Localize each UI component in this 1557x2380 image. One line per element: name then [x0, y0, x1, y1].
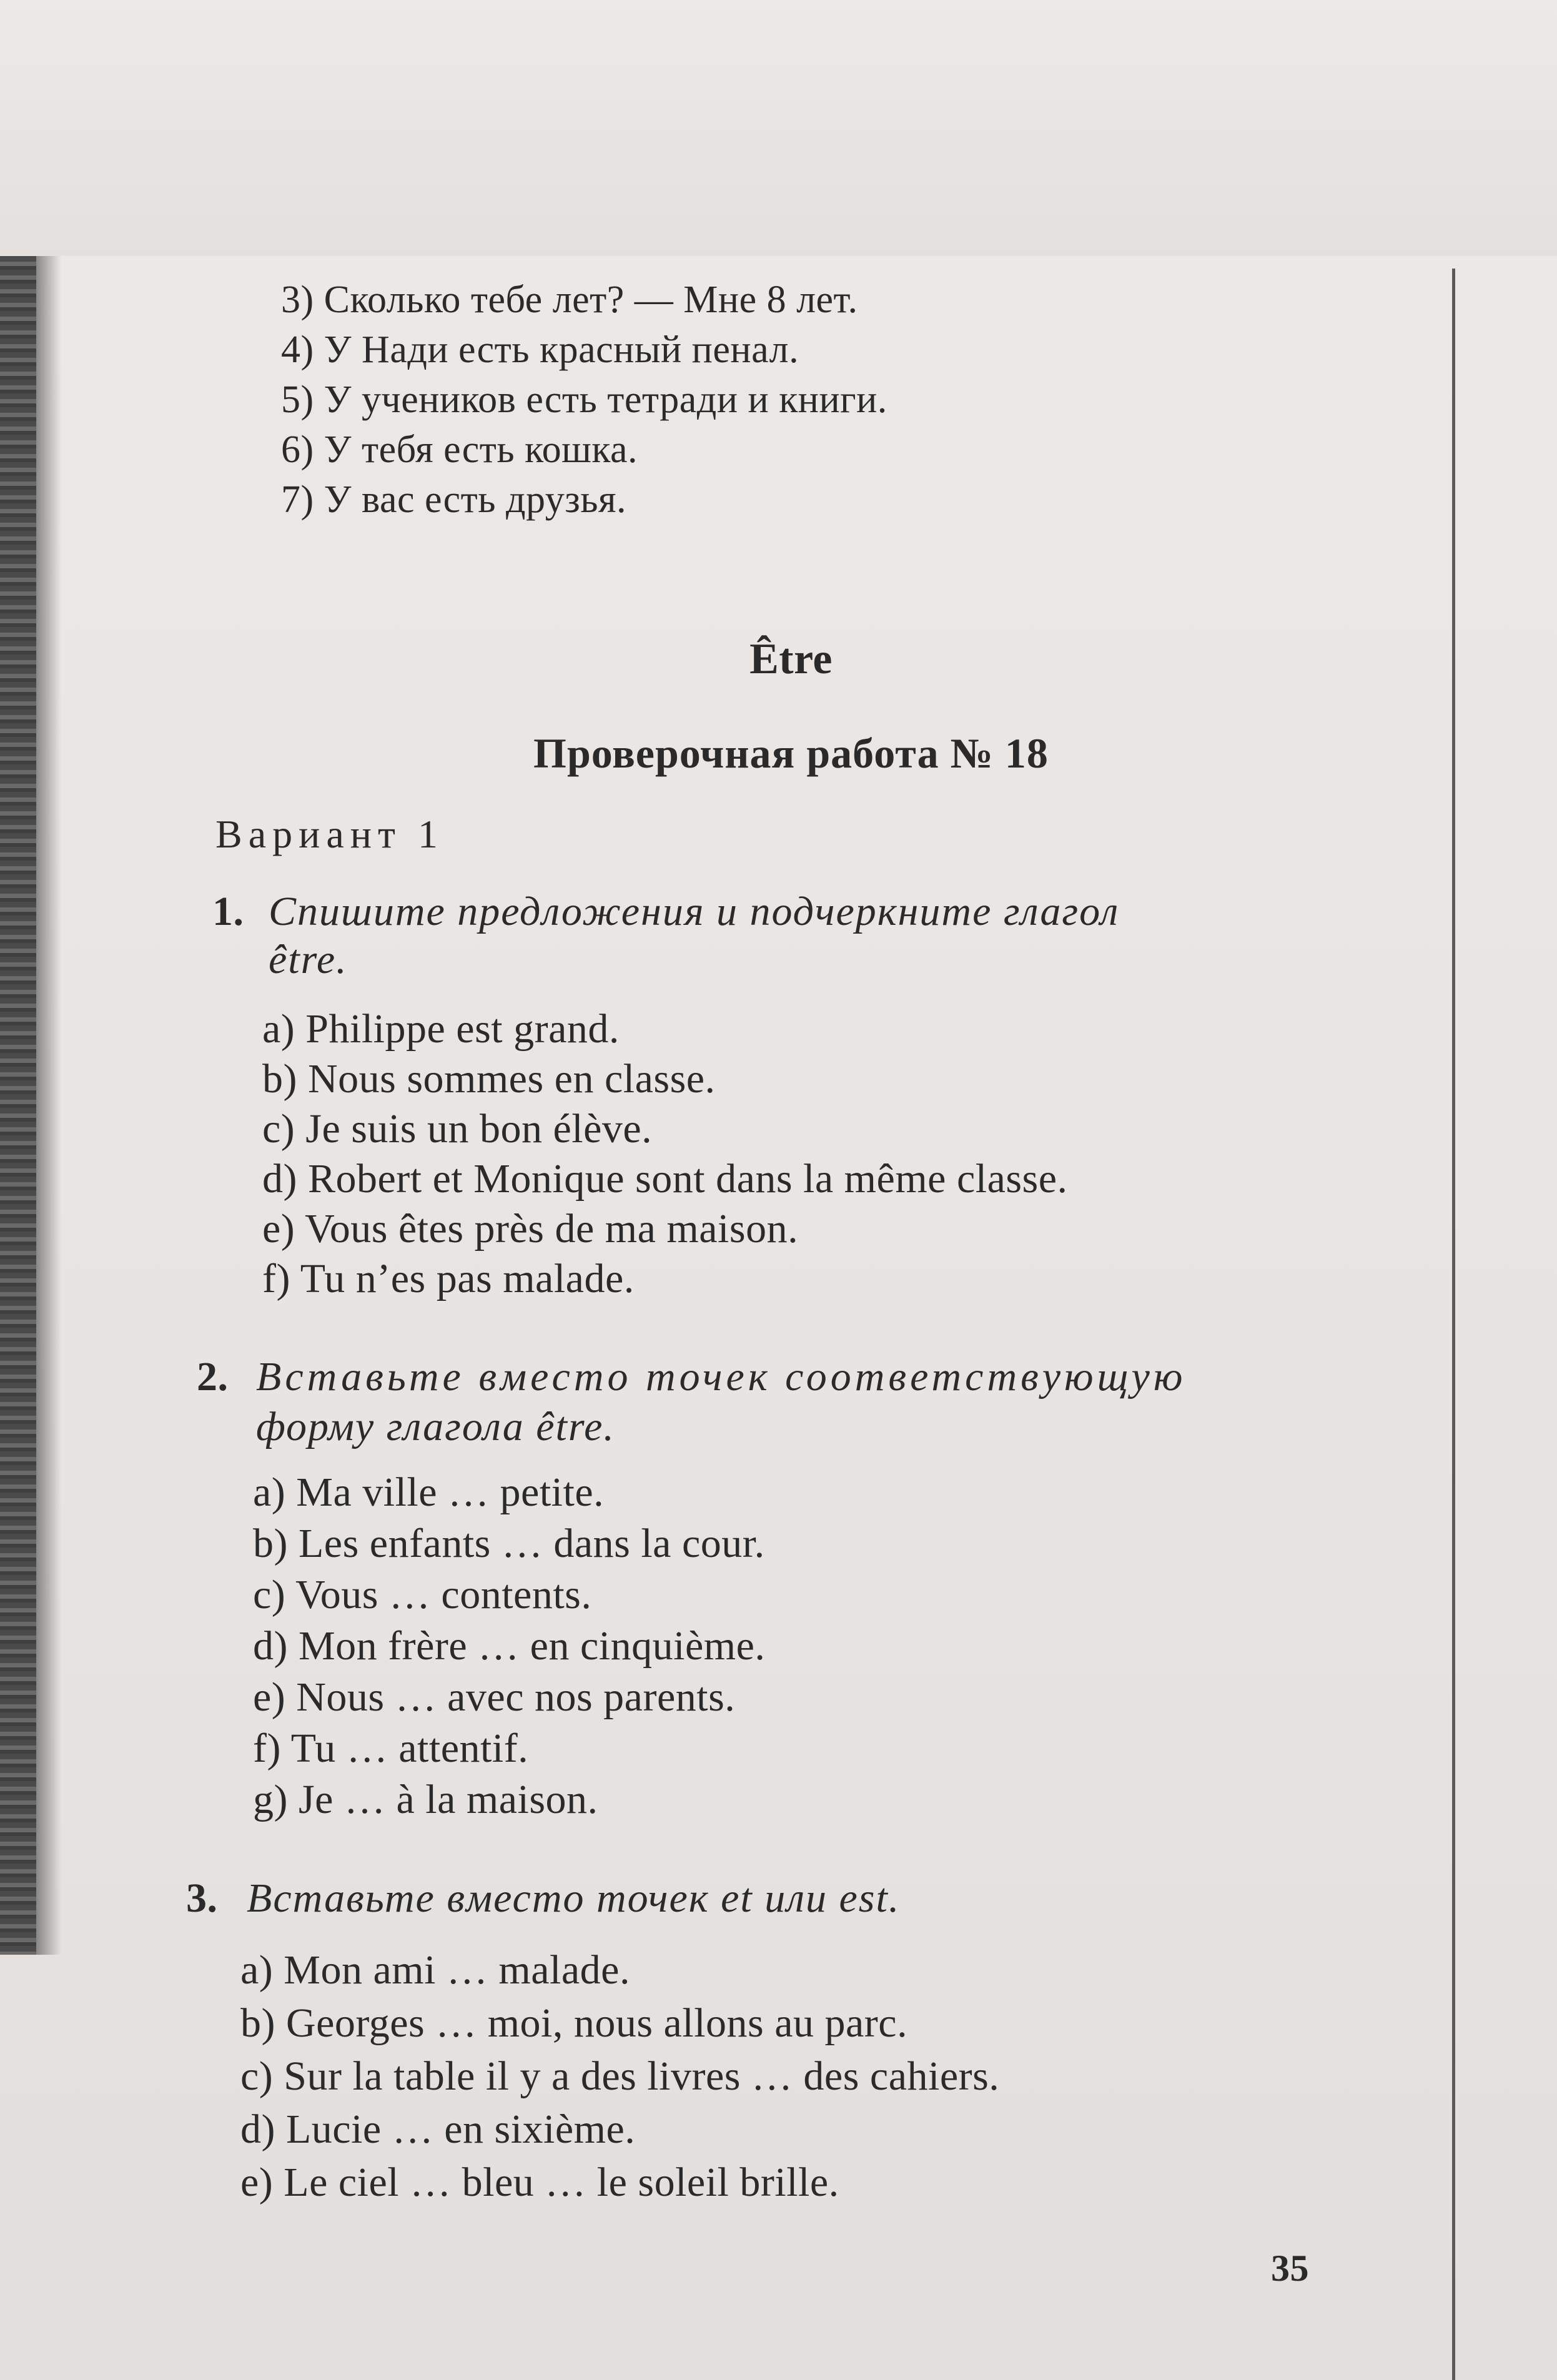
task1-item: e) Vous êtes près de ma maison.	[262, 1206, 799, 1252]
task2-instruction: Вставьте вместо точек соответствующую	[256, 1354, 1187, 1400]
task3-item: e) Le ciel … bleu … le soleil brille.	[240, 2160, 839, 2205]
task3-instruction: Вставьте вместо точек et или est.	[247, 1875, 901, 1921]
task1-item: d) Robert et Monique sont dans la même classe.	[262, 1156, 1068, 1202]
intro-item: 5) У учеников есть тетради и книги.	[281, 378, 887, 421]
task3-number: 3.	[186, 1875, 218, 1921]
task3-item: b) Georges … moi, nous allons au parc.	[240, 2000, 908, 2046]
intro-item: 7) У вас есть друзья.	[281, 478, 626, 521]
task1-item: a) Philippe est grand.	[262, 1006, 620, 1052]
test-title: Проверочная работа № 18	[533, 729, 1049, 777]
task3-item: a) Mon ami … malade.	[240, 1947, 630, 1993]
task1-item: b) Nous sommes en classe.	[262, 1056, 716, 1102]
task2-item: f) Tu … attentif.	[253, 1726, 529, 1771]
task2-item: g) Je … à la maison.	[253, 1777, 598, 1822]
task2-item: a) Ma ville … petite.	[253, 1469, 605, 1515]
task3-item: c) Sur la table il y a des livres … des cahiers.	[240, 2053, 1000, 2099]
intro-item: 6) У тебя есть кошка.	[281, 428, 638, 471]
variant-label: Вариант 1	[215, 812, 444, 856]
intro-item: 4) У Нади есть красный пенал.	[281, 328, 799, 371]
section-title: Être	[749, 635, 833, 683]
task2-item: b) Les enfants … dans la cour.	[253, 1521, 765, 1566]
task1-number: 1.	[212, 889, 244, 934]
task1-instruction-cont: être.	[269, 937, 348, 982]
task2-item: d) Mon frère … en cinquième.	[253, 1623, 766, 1669]
page-number: 35	[1271, 2248, 1309, 2289]
task1-item: c) Je suis un bon élève.	[262, 1106, 653, 1152]
task1-instruction: Спишите предложения и подчеркните глагол	[269, 889, 1120, 934]
task1-item: f) Tu n’es pas malade.	[262, 1256, 635, 1301]
task2-instruction-cont: форму глагола être.	[256, 1404, 615, 1449]
task2-item: e) Nous … avec nos parents.	[253, 1674, 736, 1720]
task3-item: d) Lucie … en sixième.	[240, 2106, 636, 2152]
task2-item: c) Vous … contents.	[253, 1572, 592, 1617]
intro-item: 3) Сколько тебе лет? — Мне 8 лет.	[281, 279, 858, 321]
task2-number: 2.	[197, 1354, 229, 1400]
